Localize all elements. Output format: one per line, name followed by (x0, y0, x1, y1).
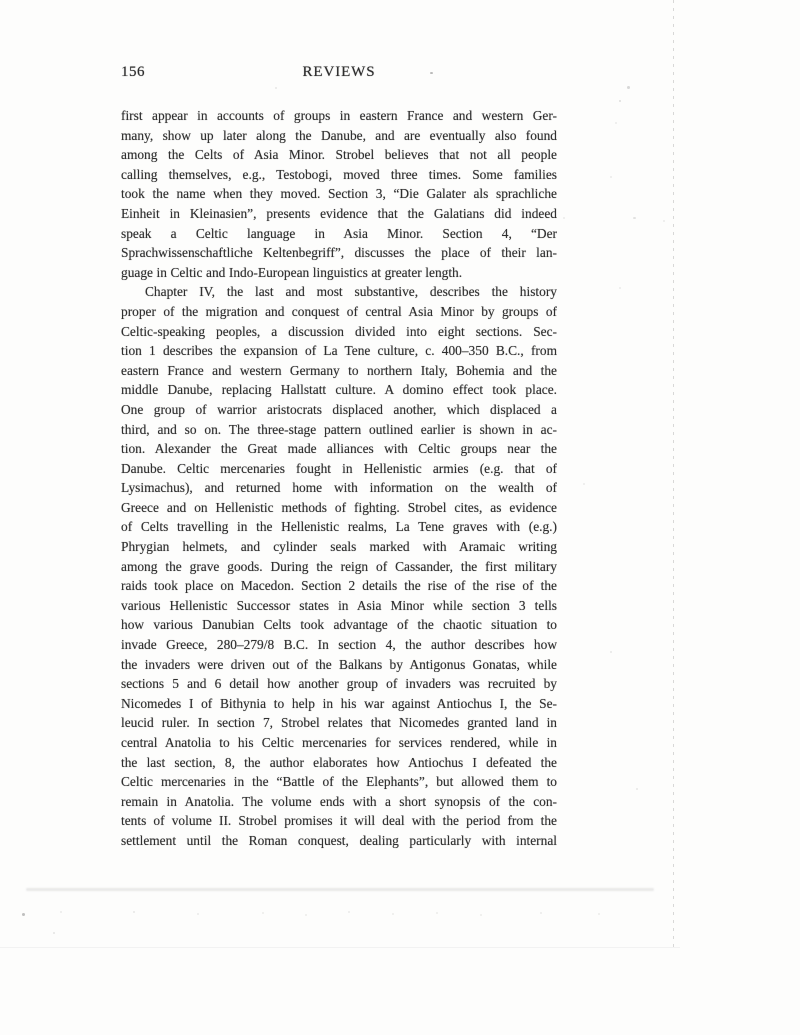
text-line: of Celts travelling in the Hellenistic realms, La Tene graves with (e.g.) (121, 519, 557, 535)
scan-speck (480, 914, 482, 916)
scan-speck (619, 100, 621, 102)
scan-speck (636, 788, 638, 790)
scan-speck (633, 217, 636, 219)
scan-smudge-line-faint (0, 947, 680, 948)
scan-speck (22, 913, 25, 916)
ink-dot (430, 72, 433, 74)
scan-speck (663, 220, 665, 222)
scan-speck (563, 217, 565, 219)
scan-speck (392, 913, 394, 915)
text-line: first appear in accounts of groups in eastern France and western Ger- (121, 108, 557, 123)
text-line: third, and so on. The three-stage pattern outlined earlier is shown in ac- (121, 421, 557, 437)
page-number: 156 (121, 64, 145, 80)
text-line: many, show up later along the Danube, and are eventually also found (121, 127, 557, 143)
text-line: Sprachwissenschaftliche Keltenbegriff”, discusses the place of their lan- (121, 245, 557, 261)
text-line: tion. Alexander the Great made alliances with Celtic groups near the (121, 441, 557, 457)
text-line: Phrygian helmets, and cylinder seals marked with Aramaic writing (121, 539, 557, 555)
scan-smudge-line (26, 888, 654, 891)
review-text-block (121, 106, 557, 851)
scan-speck (610, 176, 612, 178)
text-line: the last section, 8, the author elaborates how Antiochus I defeated the (121, 754, 557, 770)
text-line: Danube. Celtic mercenaries fought in Hellenistic armies (e.g. that of (121, 460, 557, 476)
text-line: Chapter IV, the last and most substantive, describes the history (145, 284, 557, 300)
text-line: invade Greece, 280–279/8 B.C. In section 4, the author describes how (121, 637, 557, 653)
scan-speck (133, 911, 135, 913)
text-line: guage in Celtic and Indo-European linguistics at greater length. (121, 264, 463, 280)
text-line: leucid ruler. In section 7, Strobel relates that Nicomedes granted land in (121, 715, 557, 731)
text-line: eastern France and western Germany to northern Italy, Bohemia and the (121, 362, 557, 378)
scan-speck (583, 483, 585, 485)
text-line: various Hellenistic Successor states in Asia Minor while section 3 tells (121, 597, 557, 613)
page-edge-scan-line (673, 0, 674, 948)
text-line: Lysimachus), and returned home with information on the wealth of (121, 480, 557, 496)
text-line: tion 1 describes the expansion of La Tene culture, c. 400–350 B.C., from (121, 343, 557, 359)
text-line: speak a Celtic language in Asia Minor. Section 4, “Der (121, 225, 557, 241)
scan-speck (53, 932, 55, 934)
text-line: tents of volume II. Strobel promises it will deal with the period from the (121, 813, 557, 829)
scan-speck (619, 287, 621, 289)
scan-speck (197, 913, 199, 915)
text-line: middle Danube, replacing Hallstatt culture. A domino effect took place. (121, 382, 557, 398)
text-line: settlement until the Roman conquest, dealing particularly with internal (121, 832, 557, 848)
text-line: central Anatolia to his Celtic mercenaries for services rendered, while in (121, 735, 557, 750)
scan-speck (436, 912, 438, 914)
text-line: the invaders were driven out of the Balkans by Antigonus Gonatas, while (121, 656, 557, 672)
scan-speck (305, 914, 307, 916)
text-line: Einheit in Kleinasien”, presents evidence that the Galatians did indeed (121, 205, 557, 221)
text-line: took the name when they moved. Section 3, “Die Galater als sprachliche (121, 186, 557, 202)
scan-speck (262, 912, 264, 914)
text-line: Celtic-speaking peoples, a discussion divided into eight sections. Sec- (121, 323, 557, 339)
text-line: remain in Anatolia. The volume ends with a short synopsis of the con- (121, 793, 557, 809)
text-line: how various Danubian Celts took advantage of the chaotic situation to (121, 617, 557, 633)
scan-speck (615, 122, 617, 124)
text-line: Celtic mercenaries in the “Battle of the Elephants”, but allowed them to (121, 774, 557, 790)
text-line: Nicomedes I of Bithynia to help in his war against Antiochus I, the Se- (121, 695, 557, 711)
scan-speck (540, 912, 542, 914)
text-line: Greece and on Hellenistic methods of fighting. Strobel cites, as evidence (121, 499, 557, 515)
running-head-title: REVIEWS (302, 64, 376, 80)
text-line: calling themselves, e.g., Testobogi, moved three times. Some families (121, 166, 557, 182)
scan-speck (627, 86, 630, 89)
text-line: among the grave goods. During the reign of Cassander, the first military (121, 558, 557, 574)
scan-speck (610, 651, 612, 653)
text-line: sections 5 and 6 detail how another group of invaders was recruited by (121, 676, 557, 692)
scan-speck (275, 87, 277, 89)
scan-speck (598, 913, 600, 915)
text-line: among the Celts of Asia Minor. Strobel believes that not all people (121, 147, 557, 163)
scan-speck (348, 911, 350, 913)
scan-speck (60, 911, 62, 913)
text-line: proper of the migration and conquest of central Asia Minor by groups of (121, 303, 557, 319)
text-line: raids took place on Macedon. Section 2 details the rise of the rise of the (121, 578, 557, 594)
running-head (121, 64, 557, 81)
text-line: One group of warrior aristocrats displaced another, which displaced a (121, 401, 557, 417)
